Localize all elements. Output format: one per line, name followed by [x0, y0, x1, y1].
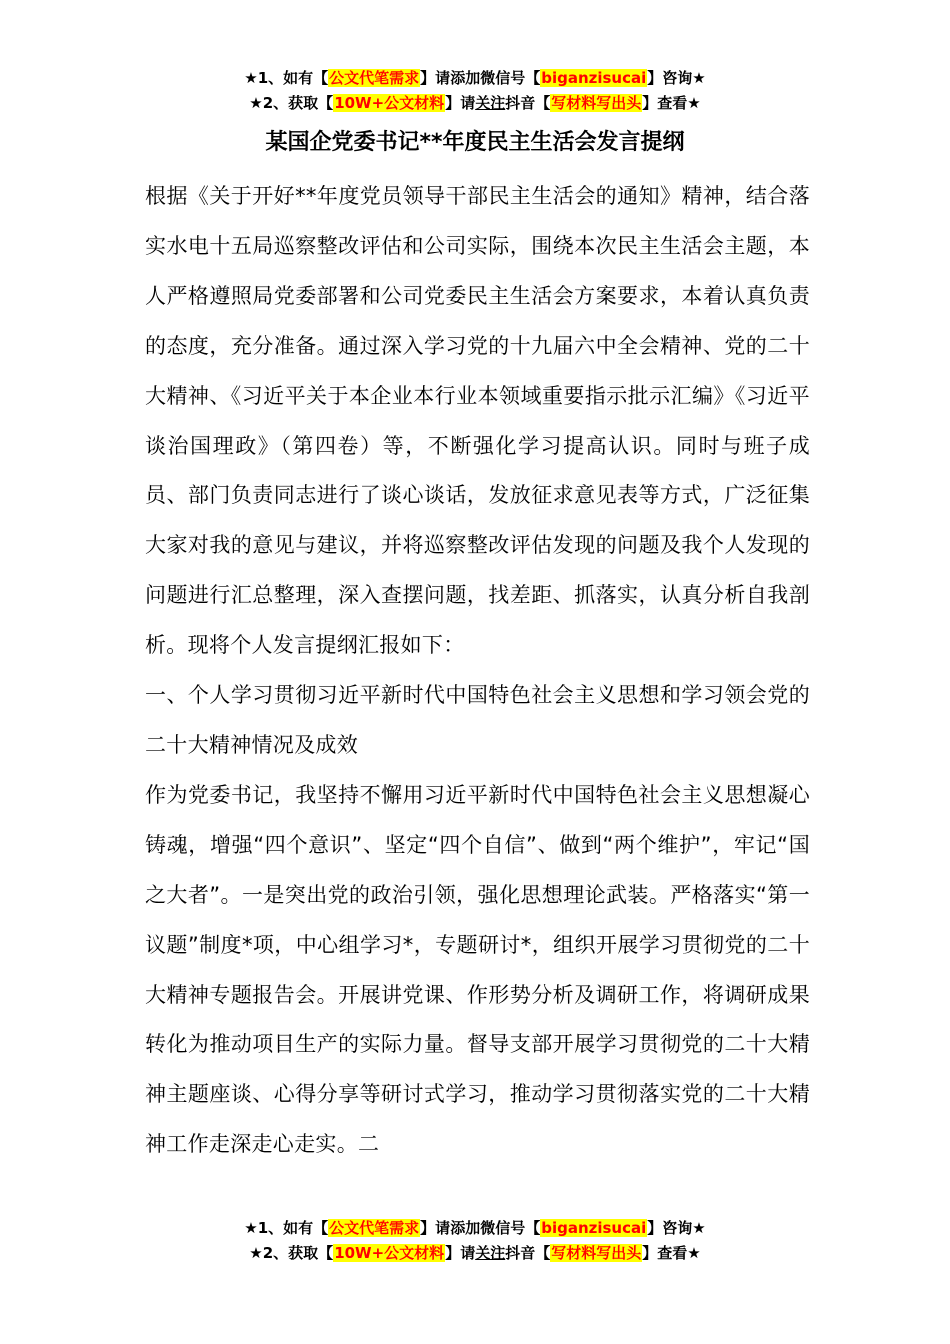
promo-text: 】请: [445, 94, 476, 112]
promo-text: 微信号【: [480, 1219, 541, 1237]
promo-highlight: 10W+公文材料: [334, 94, 445, 112]
promo-highlight: 公文代笔需求: [329, 1219, 420, 1237]
promo-text: 关注: [475, 94, 506, 112]
promo-highlight: 10W+公文材料: [334, 1244, 445, 1262]
paragraph-intro: 根据《关于开好**年度党员领导干部民主生活会的通知》精神，结合落实水电十五局巡察整改评估和公司实际，围绕本次民主生活会主题，本人严格遵照局党委部署和公司党委民主生活会方案要求，本着认真负责的态度，充分准备。通过深入学习党的十九届六中全会精神、党的二十大精神、《习近平关于本企业本行业本领域重要指示批示汇编》《习近平谈治国理政》（第四卷）等，不断强化学习提高认识。同时与班子成员、部门负责同志进行了谈心谈话，发放征求意见表等方式，广泛征集大家对我的意见与建议，并将巡察整改评估发现的问题及我个人发现的问题进行汇总整理，深入查摆问题，找差距、抓落实，认真分析自我剖析。现将个人发言提纲汇报如下：: [145, 184, 810, 658]
promo-douyin-name: 写材料写出头: [551, 94, 642, 112]
promo-douyin-name: 写材料写出头: [551, 1244, 642, 1262]
promo-text: 】咨询★: [647, 69, 706, 87]
promo-text: 】请: [445, 1244, 476, 1262]
document-body: [145, 172, 810, 1170]
promo-text: 抖音【: [505, 94, 551, 112]
promo-text: 微信号【: [480, 69, 541, 87]
promo-highlight: 公文代笔需求: [329, 69, 420, 87]
header-promo-banner: [0, 66, 950, 116]
promo-line-2: [0, 91, 950, 116]
paragraph-section-1: 作为党委书记，我坚持不懈用习近平新时代中国特色社会主义思想凝心铸魂，增强“四个意识”、坚定“四个自信”、做到“两个维护”，牢记“国之大者”。一是突出党的政治引领，强化思想理论武装。严格落实“第一议题”制度*项，中心组学习*，专题研讨*，组织开展学习贯彻党的二十大精神专题报告会。开展讲党课、作形势分析及调研工作，将调研成果转化为推动项目生产的实际力量。督导支部开展学习贯彻党的二十大精神主题座谈、心得分享等研讨式学习，推动学习贯彻落实党的二十大精神工作走深走心走实。二: [145, 782, 810, 1157]
promo-line-1: [0, 1216, 950, 1241]
promo-text: ★1、如有【: [244, 1219, 329, 1237]
document-title: 某国企党委书记**年度民主生活会发言提纲: [265, 130, 685, 155]
promo-text: 添加: [450, 1219, 481, 1237]
footer-promo-banner: [0, 1216, 950, 1266]
promo-text: 抖音【: [505, 1244, 551, 1262]
promo-wechat-id: biganzisucai: [541, 1219, 647, 1237]
promo-text: 关注: [475, 1244, 506, 1262]
promo-text: 】查看★: [642, 94, 701, 112]
section-heading-1: 一、个人学习贯彻习近平新时代中国特色社会主义思想和学习领会党的二十大精神情况及成效: [145, 683, 810, 757]
promo-wechat-id: biganzisucai: [541, 69, 647, 87]
promo-text: 添加: [450, 69, 481, 87]
promo-text: 】请: [420, 1219, 451, 1237]
promo-text: 】查看★: [642, 1244, 701, 1262]
promo-text: ★2、获取【: [249, 1244, 334, 1262]
promo-text: ★2、获取【: [249, 94, 334, 112]
promo-line-1: [0, 66, 950, 91]
promo-text: 】请: [420, 69, 451, 87]
promo-line-2: [0, 1241, 950, 1266]
promo-text: 】咨询★: [647, 1219, 706, 1237]
promo-text: ★1、如有【: [244, 69, 329, 87]
